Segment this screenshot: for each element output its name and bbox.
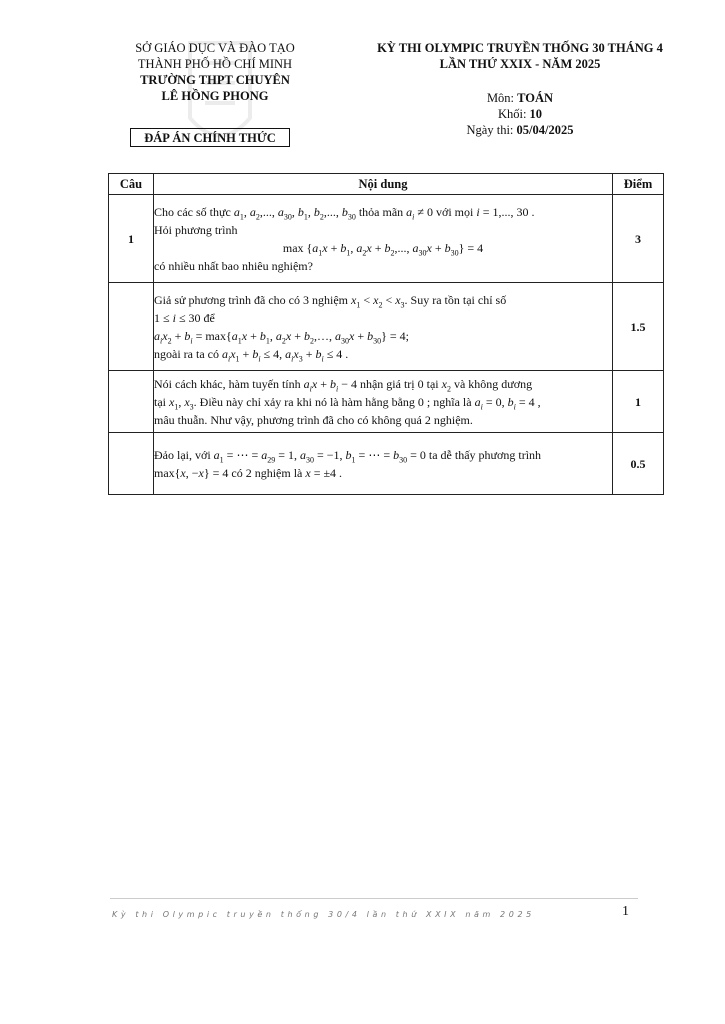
- dept-line-1: SỞ GIÁO DỤC VÀ ĐÀO TẠO: [135, 41, 295, 55]
- header-right: [350, 40, 690, 72]
- question-number: 1: [109, 195, 154, 283]
- points: 0.5: [613, 433, 664, 495]
- answer-table: [108, 173, 664, 495]
- table-row: [109, 283, 664, 371]
- row-content: Giả sử phương trình đã cho có 3 nghiệm $x_1 < x_2 < x_3$. Suy ra tồn tại chỉ số 1 ≤ i ≤ 30 để $a_ix_2 + b_i = \max\{a_1x + b_1$, $a_2x$ + $b_2,\dots$, $a_{30}x + b_{30}\} = 4$; ngoài ra ta có $a_ix_1 + b_i \le 4$, $a_ix_3 + b_i \le 4$ .: [154, 283, 613, 371]
- exam-edition: LẦN THỨ XXIX - NĂM 2025: [439, 57, 601, 71]
- row-content: Cho các số thực $a_1$, $a_2$,..., $a_{30}$, $b_1$, $b_2$,..., $b_{30}$ thỏa mãn $a_i \ne 0$ với mọi i = 1,..., 30 . Hỏi phương trình $\max \{a_1x + b_1$, $a_2x + b_2$,..., $a_{30}x + b_{30}\} = 4$ có nhiều nhất bao nhiêu nghiệm?: [154, 195, 613, 283]
- question-number: [109, 283, 154, 371]
- school-line-1: TRƯỜNG THPT CHUYÊN: [140, 73, 290, 87]
- question-number: [109, 371, 154, 433]
- table-header-row: [109, 174, 664, 195]
- subject-line: Môn: TOÁN: [486, 91, 554, 105]
- official-answer-label: ĐÁP ÁN CHÍNH THỨC: [130, 128, 290, 147]
- table-row: [109, 433, 664, 495]
- page-number: 1: [622, 904, 629, 919]
- exam-title: KỲ THI OLYMPIC TRUYỀN THỐNG 30 THÁNG 4: [377, 41, 663, 55]
- row-content: Nói cách khác, hàm tuyến tính $a_ix + b_i - 4$ nhận giá trị 0 tại $x_2$ và không dương tại $x_1$, $x_3$. Điều này chỉ xảy ra khi nó là hàm hằng bằng 0 ; nghĩa là $a_i = 0$, $b_i = 4$ , mâu thuẫn. Như vậy, phương trình đã cho có không quá 2 nghiệm.: [154, 371, 613, 433]
- grade-line: Khối: 10: [497, 107, 543, 121]
- header-question: Câu: [109, 174, 154, 195]
- question-number: [109, 433, 154, 495]
- date-line: Ngày thi: 05/04/2025: [466, 123, 574, 137]
- table-row: [109, 195, 664, 283]
- footer-divider: [110, 898, 638, 899]
- dept-line-2: THÀNH PHỐ HỒ CHÍ MINH: [137, 57, 293, 71]
- points: 1: [613, 371, 664, 433]
- header-left: [110, 40, 320, 104]
- table-row: [109, 371, 664, 433]
- row-content: Đảo lại, với $a_1$ = ⋯ = $a_{29} = 1$, $a_{30} = -1$, $b_1$ = ⋯ = $b_{30} = 0$ ta dễ thấy phương trình max{x, −x} = 4 có 2 nghiệm là x = ±4 .: [154, 433, 613, 495]
- points: 1.5: [613, 283, 664, 371]
- school-line-2: LÊ HỒNG PHONG: [161, 89, 269, 103]
- header-points: Điểm: [613, 174, 664, 195]
- footer-text: Kỳ thi Olympic truyền thống 30/4 lần thứ XXIX năm 2025: [112, 910, 535, 919]
- points: 3: [613, 195, 664, 283]
- header-content: Nội dung: [154, 174, 613, 195]
